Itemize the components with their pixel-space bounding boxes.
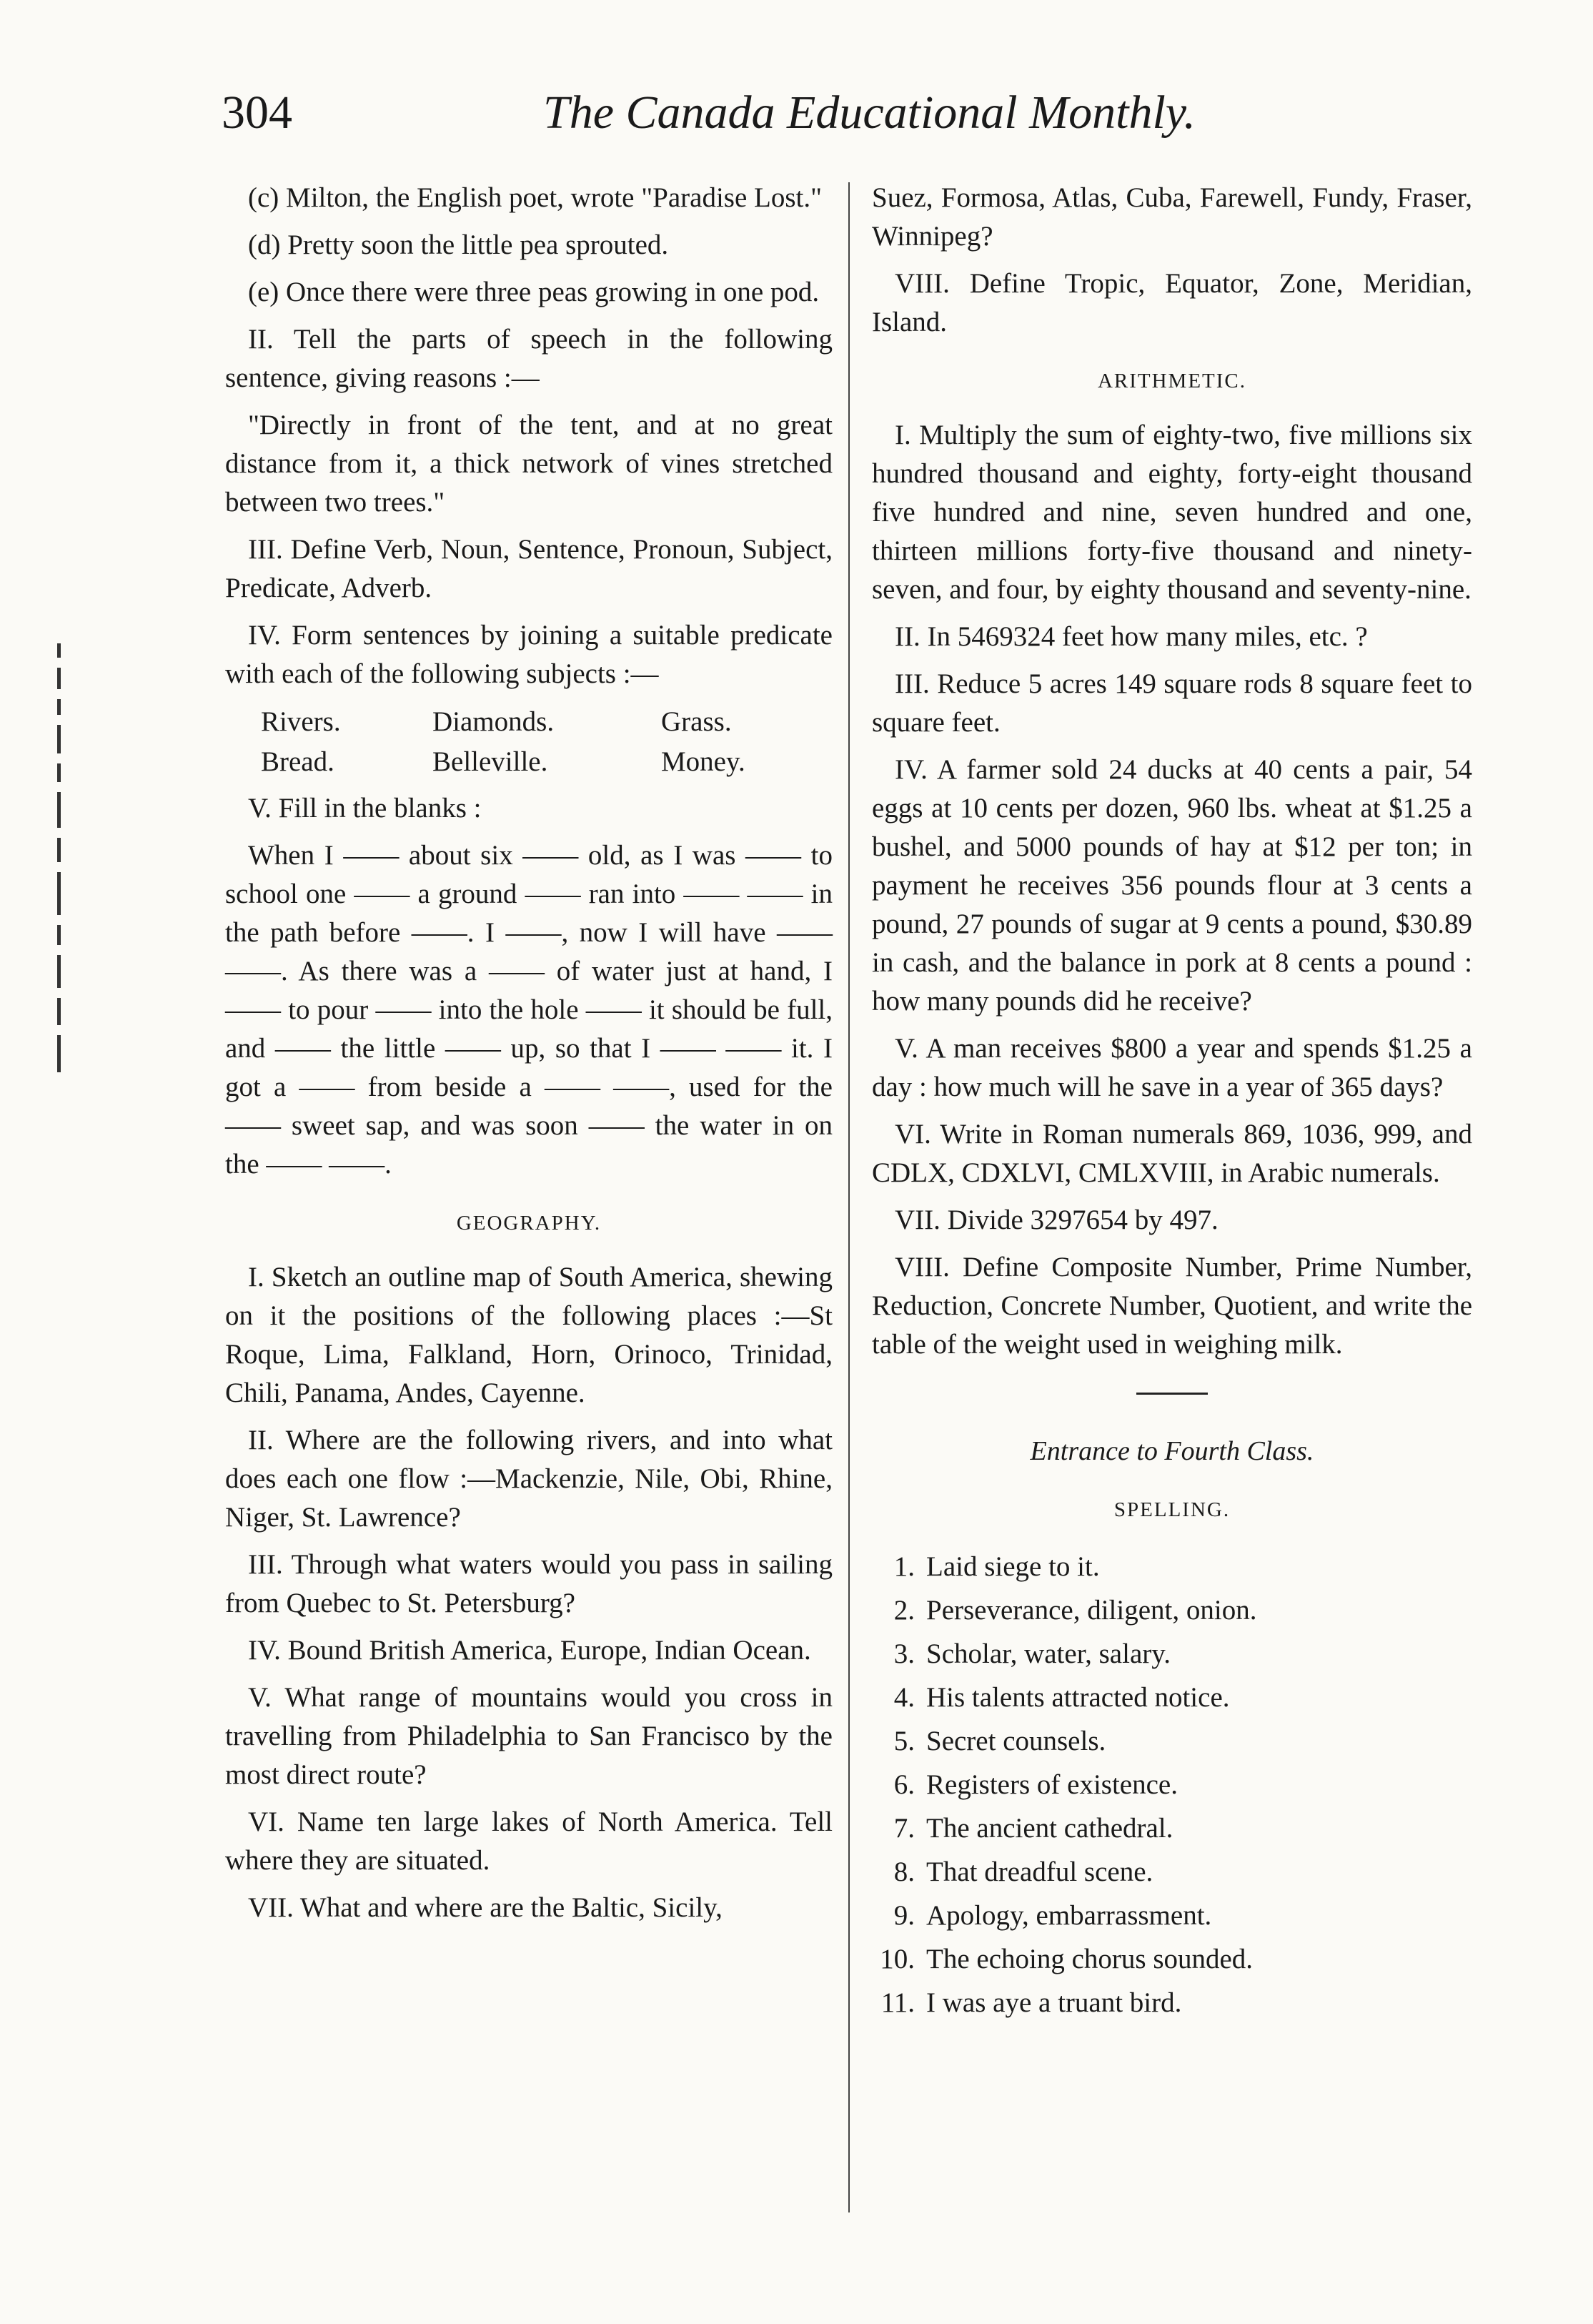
section-rule — [1136, 1393, 1208, 1395]
spelling-item-text: I was aye a truant bird. — [926, 1987, 1182, 2018]
margin-scan-marks — [44, 643, 73, 1187]
spelling-list — [872, 1545, 1472, 2024]
spelling-item-text: That dreadful scene. — [926, 1856, 1153, 1887]
subject-word: Money. — [661, 746, 745, 777]
question: II. Where are the following rivers, and into what does each one flow :—Mackenzie, Nile, Obi, Rhine, Niger, St. Lawrence? — [225, 1425, 833, 1533]
question: VI. Write in Roman numerals 869, 1036, 999, and CDLX, CDXLVI, CMLXVIII, in Arabic numerals. — [872, 1119, 1472, 1188]
spelling-item-number: 4. — [893, 1682, 915, 1713]
section-heading-geography: GEOGRAPHY. — [456, 1212, 602, 1235]
entrance-heading: Entrance to Fourth Class. — [1030, 1436, 1314, 1466]
spelling-item — [872, 1545, 1472, 1588]
spelling-item-text: The echoing chorus sounded. — [926, 1944, 1254, 1974]
subject-word: Rivers. — [261, 706, 341, 737]
spelling-item-text: His talents attracted notice. — [926, 1682, 1230, 1713]
question: IV. Form sentences by joining a suitable predicate with each of the following subjects :— — [225, 620, 833, 689]
spelling-item-number: 10. — [880, 1944, 915, 1974]
quoted-sentence: "Directly in front of the tent, and at no great distance from it, a thick network of vines stretched between two trees." — [225, 410, 833, 518]
question: II. In 5469324 feet how many miles, etc. ? — [895, 621, 1368, 652]
section-heading-spelling: SPELLING. — [1113, 1498, 1231, 1521]
spelling-item — [872, 1588, 1472, 1632]
spelling-item-text: The ancient cathedral. — [926, 1813, 1173, 1844]
spelling-item — [872, 1676, 1472, 1719]
subject-word: Grass. — [661, 706, 732, 737]
subjects-grid — [261, 702, 833, 782]
spelling-item — [872, 1719, 1472, 1763]
spelling-item — [872, 1981, 1472, 2024]
question: VI. Name ten large lakes of North America. Tell where they are situated. — [225, 1806, 833, 1876]
paragraph: (d) Pretty soon the little pea sprouted. — [248, 229, 669, 260]
spelling-item-number: 2. — [893, 1595, 915, 1626]
spelling-item — [872, 1763, 1472, 1806]
spelling-item — [872, 1806, 1472, 1850]
question: IV. A farmer sold 24 ducks at 40 cents a pair, 54 eggs at 10 cents per dozen, 960 lbs. wheat at $1.25 a bushel, and 5000 pounds of hay at $12 per ton; in payment he receives 356 pounds flour at 3 cents a pound, 27 pounds of sugar at 9 cents a pound, $30.89 in cash, and the balance in pork at 8 cents a pound : how many pounds did he receive? — [872, 754, 1472, 1017]
section-heading-arithmetic: ARITHMETIC. — [1097, 370, 1247, 392]
spelling-item-text: Secret counsels. — [926, 1726, 1106, 1756]
spelling-item-number: 7. — [893, 1813, 915, 1844]
subject-word: Bread. — [261, 746, 334, 777]
spelling-item-text: Apology, embarrassment. — [926, 1900, 1212, 1931]
spelling-item-text: Perseverance, diligent, onion. — [926, 1595, 1257, 1626]
question: VIII. Define Composite Number, Prime Number, Reduction, Concrete Number, Quotient, and write the table of the weight used in weighing milk. — [872, 1252, 1472, 1360]
spelling-item-number: 5. — [893, 1726, 915, 1756]
spelling-item-number: 8. — [893, 1856, 915, 1887]
question: I. Multiply the sum of eighty-two, five millions six hundred thousand and eighty, forty-eight thousand five hundred and nine, seven hundred and one, thirteen millions forty-five thousand and ninety-seven, and four, by eighty thousand and seventy-nine. — [872, 420, 1472, 605]
question: V. Fill in the blanks : — [248, 793, 482, 824]
question: VII. What and where are the Baltic, Sicily, — [248, 1892, 723, 1923]
question: VII. Divide 3297654 by 497. — [895, 1205, 1219, 1235]
question: III. Reduce 5 acres 149 square rods 8 square feet to square feet. — [872, 668, 1472, 738]
column-divider — [848, 182, 850, 2212]
journal-title: The Canada Educational Monthly. — [543, 86, 1196, 139]
question: IV. Bound British America, Europe, Indian Ocean. — [248, 1635, 811, 1666]
spelling-item — [872, 1937, 1472, 1981]
spelling-item-number: 11. — [880, 1987, 915, 2018]
question: V. A man receives $800 a year and spends $1.25 a day : how much will he save in a year of 365 days? — [872, 1033, 1472, 1102]
question: III. Through what waters would you pass in sailing from Quebec to St. Petersburg? — [225, 1549, 833, 1618]
question: I. Sketch an outline map of South America, shewing on it the positions of the following places :—St Roque, Lima, Falkland, Horn, Orinoco, Trinidad, Chili, Panama, Andes, Cayenne. — [225, 1262, 833, 1408]
spelling-item — [872, 1894, 1472, 1937]
question: III. Define Verb, Noun, Sentence, Pronoun, Subject, Predicate, Adverb. — [225, 534, 833, 603]
spelling-item — [872, 1632, 1472, 1676]
question: VIII. Define Tropic, Equator, Zone, Meridian, Island. — [872, 268, 1472, 337]
fill-in-passage: When I —— about six —— old, as I was —— to school one —— a ground —— ran into —— —— in the path before ——. I ——, now I will have —— ——. As there was a —— of water just at hand, I —— to pour —— into the hole —— it should be full, and —— the little —— up, so that I —— —— it. I got a —— from beside a —— ——, used for the —— sweet sap, and was soon —— the water in on the —— ——. — [225, 840, 833, 1180]
page-header — [222, 86, 1479, 164]
subject-word: Diamonds. — [432, 706, 555, 737]
question: V. What range of mountains would you cross in travelling from Philadelphia to San Francisco by the most direct route? — [225, 1682, 833, 1790]
spelling-item-text: Scholar, water, salary. — [926, 1638, 1171, 1669]
right-column — [872, 179, 1472, 2024]
spelling-item — [872, 1850, 1472, 1894]
spelling-item-number: 3. — [893, 1638, 915, 1669]
spelling-item-number: 6. — [893, 1769, 915, 1800]
paragraph: (e) Once there were three peas growing in one pod. — [248, 277, 820, 307]
left-column — [225, 179, 833, 1936]
spelling-item-text: Registers of existence. — [926, 1769, 1178, 1800]
paragraph: (c) Milton, the English poet, wrote "Paradise Lost." — [248, 182, 823, 213]
spelling-item-number: 9. — [893, 1900, 915, 1931]
question: II. Tell the parts of speech in the following sentence, giving reasons :— — [225, 324, 833, 393]
subject-word: Belleville. — [432, 746, 548, 777]
question-continuation: Suez, Formosa, Atlas, Cuba, Farewell, Fundy, Fraser, Winnipeg? — [872, 182, 1472, 252]
page-number: 304 — [222, 86, 292, 139]
spelling-item-text: Laid siege to it. — [926, 1551, 1100, 1582]
spelling-item-number: 1. — [893, 1551, 915, 1582]
